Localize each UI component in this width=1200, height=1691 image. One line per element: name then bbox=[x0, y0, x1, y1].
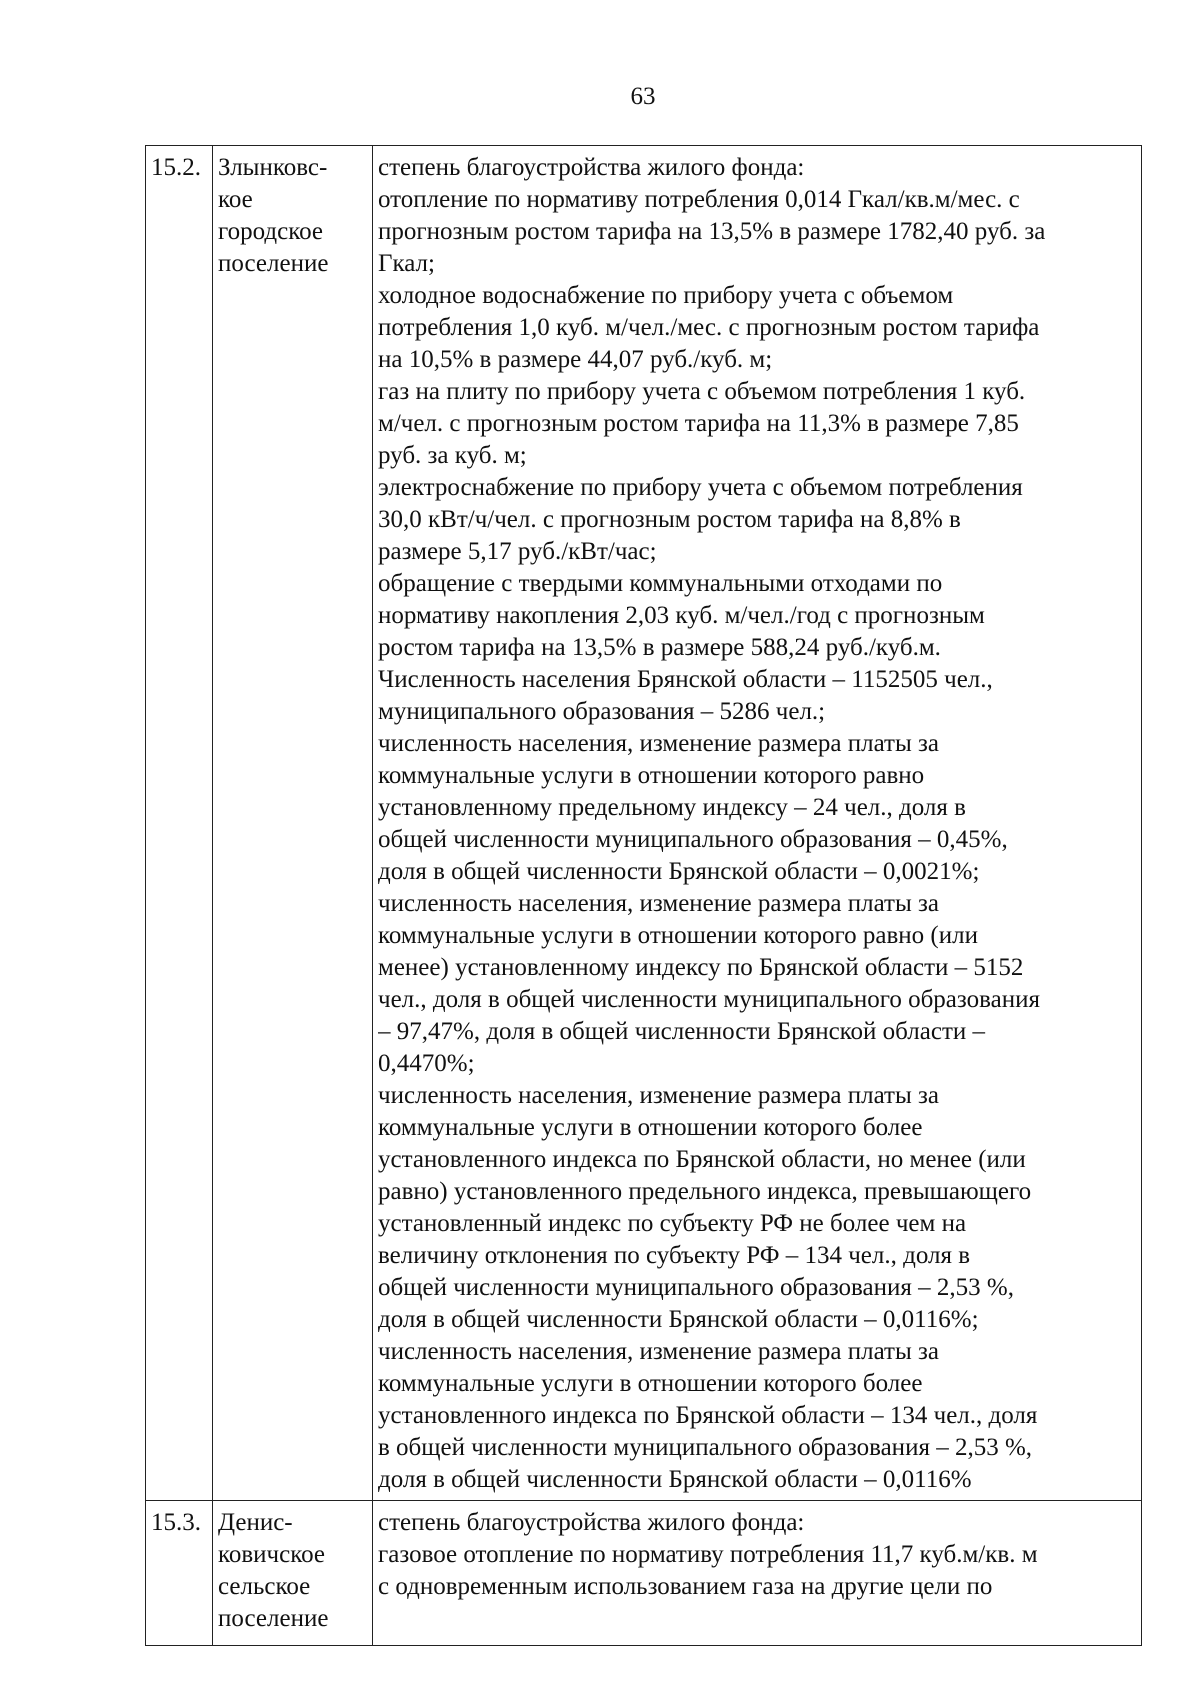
description-line: численность населения, изменение размера платы за bbox=[378, 1082, 939, 1109]
description-line: 30,0 кВт/ч/чел. с прогнозным ростом тарифа на 8,8% в bbox=[378, 506, 961, 533]
description-line: на 10,5% в размере 44,07 руб./куб. м; bbox=[378, 346, 773, 373]
row-number-cell bbox=[146, 146, 213, 1501]
description-line: степень благоустройства жилого фонда: bbox=[378, 1509, 805, 1536]
description-line: прогнозным ростом тарифа на 13,5% в размере 1782,40 руб. за bbox=[378, 218, 1046, 245]
description-line: с одновременным использованием газа на другие цели по bbox=[378, 1573, 993, 1600]
description-line: коммунальные услуги в отношении которого более bbox=[378, 1114, 923, 1141]
settlement-name-line: кое bbox=[218, 186, 253, 213]
description-line: численность населения, изменение размера платы за bbox=[378, 730, 939, 757]
description-line: в общей численности муниципального образования – 2,53 %, bbox=[378, 1434, 1033, 1461]
table-row bbox=[146, 1501, 1142, 1646]
description-line: установленный индекс по субъекту РФ не более чем на bbox=[378, 1210, 967, 1237]
description-line: ростом тарифа на 13,5% в размере 588,24 руб./куб.м. bbox=[378, 634, 941, 661]
settlement-name-line: поселение bbox=[218, 1605, 329, 1632]
description-line: установленному предельному индексу – 24 чел., доля в bbox=[378, 794, 966, 821]
description-line: численность населения, изменение размера платы за bbox=[378, 1338, 939, 1365]
settlement-name-line: Денис- bbox=[218, 1509, 293, 1536]
description-line: доля в общей численности Брянской области – 0,0116% bbox=[378, 1466, 972, 1493]
description-line: размере 5,17 руб./кВт/час; bbox=[378, 538, 657, 565]
description-line: холодное водоснабжение по прибору учета с объемом bbox=[378, 282, 954, 309]
description-line: величину отклонения по субъекту РФ – 134 чел., доля в bbox=[378, 1242, 971, 1269]
settlement-name-line: поселение bbox=[218, 250, 329, 277]
description-line: отопление по нормативу потребления 0,014 Гкал/кв.м/мес. с bbox=[378, 186, 1020, 213]
description-line: степень благоустройства жилого фонда: bbox=[378, 154, 805, 181]
description-cell bbox=[373, 1501, 1142, 1646]
description-line: руб. за куб. м; bbox=[378, 442, 527, 469]
description-line: коммунальные услуги в отношении которого более bbox=[378, 1370, 923, 1397]
description-line: коммунальные услуги в отношении которого равно bbox=[378, 762, 925, 789]
row-number-cell bbox=[146, 1501, 213, 1646]
tariff-table bbox=[145, 145, 1142, 1646]
row-number: 15.2. bbox=[151, 154, 201, 181]
description-line: электроснабжение по прибору учета с объемом потребления bbox=[378, 474, 1023, 501]
settlement-name-line: городское bbox=[218, 218, 324, 245]
settlement-name-line: ковичское bbox=[218, 1541, 326, 1568]
description-line: доля в общей численности Брянской области – 0,0021%; bbox=[378, 858, 980, 885]
description-line: 0,4470%; bbox=[378, 1050, 475, 1077]
description-line: численность населения, изменение размера платы за bbox=[378, 890, 939, 917]
settlement-name-cell bbox=[213, 146, 373, 1501]
description-line: – 97,47%, доля в общей численности Брянской области – bbox=[378, 1018, 985, 1045]
description-line: менее) установленному индексу по Брянской области – 5152 bbox=[378, 954, 1024, 981]
description-line: Численность населения Брянской области – 1152505 чел., bbox=[378, 666, 993, 693]
description-line: Гкал; bbox=[378, 250, 435, 277]
description-line: м/чел. с прогнозным ростом тарифа на 11,3% в размере 7,85 bbox=[378, 410, 1019, 437]
settlement-name-line: сельское bbox=[218, 1573, 311, 1600]
settlement-name-cell bbox=[213, 1501, 373, 1646]
description-line: обращение с твердыми коммунальными отходами по bbox=[378, 570, 943, 597]
description-line: установленного индекса по Брянской области, но менее (или bbox=[378, 1146, 1026, 1173]
page-number: 63 bbox=[630, 83, 656, 110]
description-line: установленного индекса по Брянской области – 134 чел., доля bbox=[378, 1402, 1038, 1429]
table-row bbox=[146, 146, 1142, 1501]
description-line: общей численности муниципального образования – 2,53 %, bbox=[378, 1274, 1014, 1301]
row-number: 15.3. bbox=[151, 1509, 201, 1536]
description-line: газовое отопление по нормативу потребления 11,7 куб.м/кв. м bbox=[378, 1541, 1038, 1568]
description-line: потребления 1,0 куб. м/чел./мес. с прогнозным ростом тарифа bbox=[378, 314, 1040, 341]
settlement-name-line: Злынковс- bbox=[218, 154, 328, 181]
description-line: коммунальные услуги в отношении которого равно (или bbox=[378, 922, 978, 949]
description-line: муниципального образования – 5286 чел.; bbox=[378, 698, 826, 725]
description-line: чел., доля в общей численности муниципального образования bbox=[378, 986, 1040, 1013]
description-line: доля в общей численности Брянской области – 0,0116%; bbox=[378, 1306, 979, 1333]
description-line: нормативу накопления 2,03 куб. м/чел./год с прогнозным bbox=[378, 602, 985, 629]
description-line: равно) установленного предельного индекса, превышающего bbox=[378, 1178, 1032, 1205]
description-line: общей численности муниципального образования – 0,45%, bbox=[378, 826, 1008, 853]
description-cell bbox=[373, 146, 1142, 1501]
description-line: газ на плиту по прибору учета с объемом потребления 1 куб. bbox=[378, 378, 1026, 405]
